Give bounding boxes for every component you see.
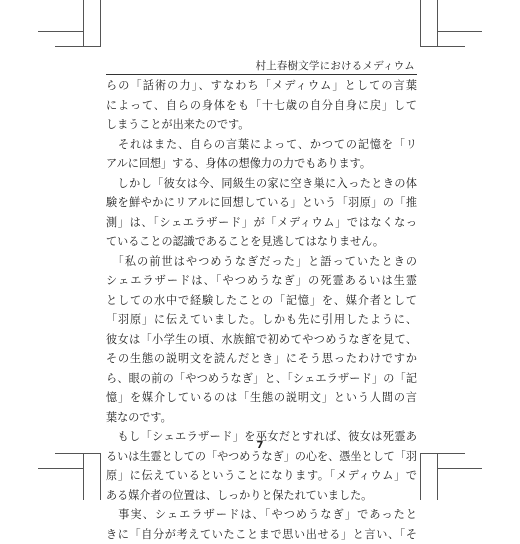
text-line: きに「自分が考えていたことまで思い出せる」と言い、「そ <box>106 525 417 544</box>
text-line: 「私の前世はやつめうなぎだった」と語っていたときの <box>106 252 417 272</box>
crop-mark <box>83 0 84 47</box>
crop-mark <box>420 453 465 454</box>
text-line: ある媒介者の位置は、しっかりと保たれていました。 <box>106 486 417 506</box>
crop-mark <box>100 453 101 500</box>
text-line: しかし「彼女は今、同級生の家に空き巣に入ったときの体 <box>106 174 417 194</box>
text-line: 事実、シェエラザードは、「やつめうなぎ」であったと <box>106 505 417 525</box>
text-line: 彼女は「小学生の頃、水族館で初めてやつめうなぎを見て、 <box>106 330 417 350</box>
text-line: それはまた、自らの言葉によって、かつての記憶を「リ <box>106 135 417 155</box>
crop-mark <box>55 453 100 454</box>
text-line: としての水中で経験したことの「記憶」を、媒介者として <box>106 291 417 311</box>
crop-mark <box>38 468 83 469</box>
crop-mark <box>420 46 465 47</box>
text-line: 原」に伝えているということになります。「メディウム」で <box>106 466 417 486</box>
crop-mark <box>420 0 421 47</box>
body-text <box>106 76 417 544</box>
text-line: ら、眼の前の「やつめうなぎ」と、「シェエラザード」の「記 <box>106 369 417 389</box>
text-line: 憶」を媒介しているのは「生態の説明文」という人間の言 <box>106 388 417 408</box>
page-number: 7 <box>0 440 520 451</box>
crop-mark <box>38 31 83 32</box>
crop-mark <box>55 46 100 47</box>
text-line: 測」は、「シェエラザード」が「メディウム」ではなくなっ <box>106 213 417 233</box>
crop-mark <box>437 0 438 47</box>
text-line: 験を鮮やかにリアルに回想している」という「羽原」の「推 <box>106 193 417 213</box>
text-line: るいは生霊としての「やつめうなぎ」の心を、憑坐として「羽 <box>106 447 417 467</box>
header-rule <box>106 74 417 75</box>
text-line: らの「話術の力」、すなわち「メディウム」としての言葉 <box>106 76 417 96</box>
text-line: アルに回想」する、身体の想像力の力でもあります。 <box>106 154 417 174</box>
crop-mark <box>100 0 101 47</box>
text-line: 葉なのです。 <box>106 408 417 428</box>
text-line: ていることの認識であることを見逃してはなりません。 <box>106 232 417 252</box>
crop-mark <box>83 453 84 500</box>
text-line: によって、自らの身体をも「十七歳の自分自身に戻」して <box>106 96 417 116</box>
text-line: シェエラザードは、「やつめうなぎ」の死霊あるいは生霊 <box>106 271 417 291</box>
text-line: 「羽原」に伝えていました。しかも先に引用したように、 <box>106 310 417 330</box>
text-line: その生態の説明文を読んだとき」にそう思ったわけですか <box>106 349 417 369</box>
text-line: もし「シェエラザード」を巫女だとすれば、彼女は死霊あ <box>106 427 417 447</box>
crop-mark <box>420 453 421 500</box>
crop-mark <box>437 468 482 469</box>
crop-mark <box>437 453 438 500</box>
crop-mark <box>437 31 482 32</box>
running-header: 村上春樹文学におけるメディウム <box>0 58 415 73</box>
text-line: しまうことが出来たのです。 <box>106 115 417 135</box>
